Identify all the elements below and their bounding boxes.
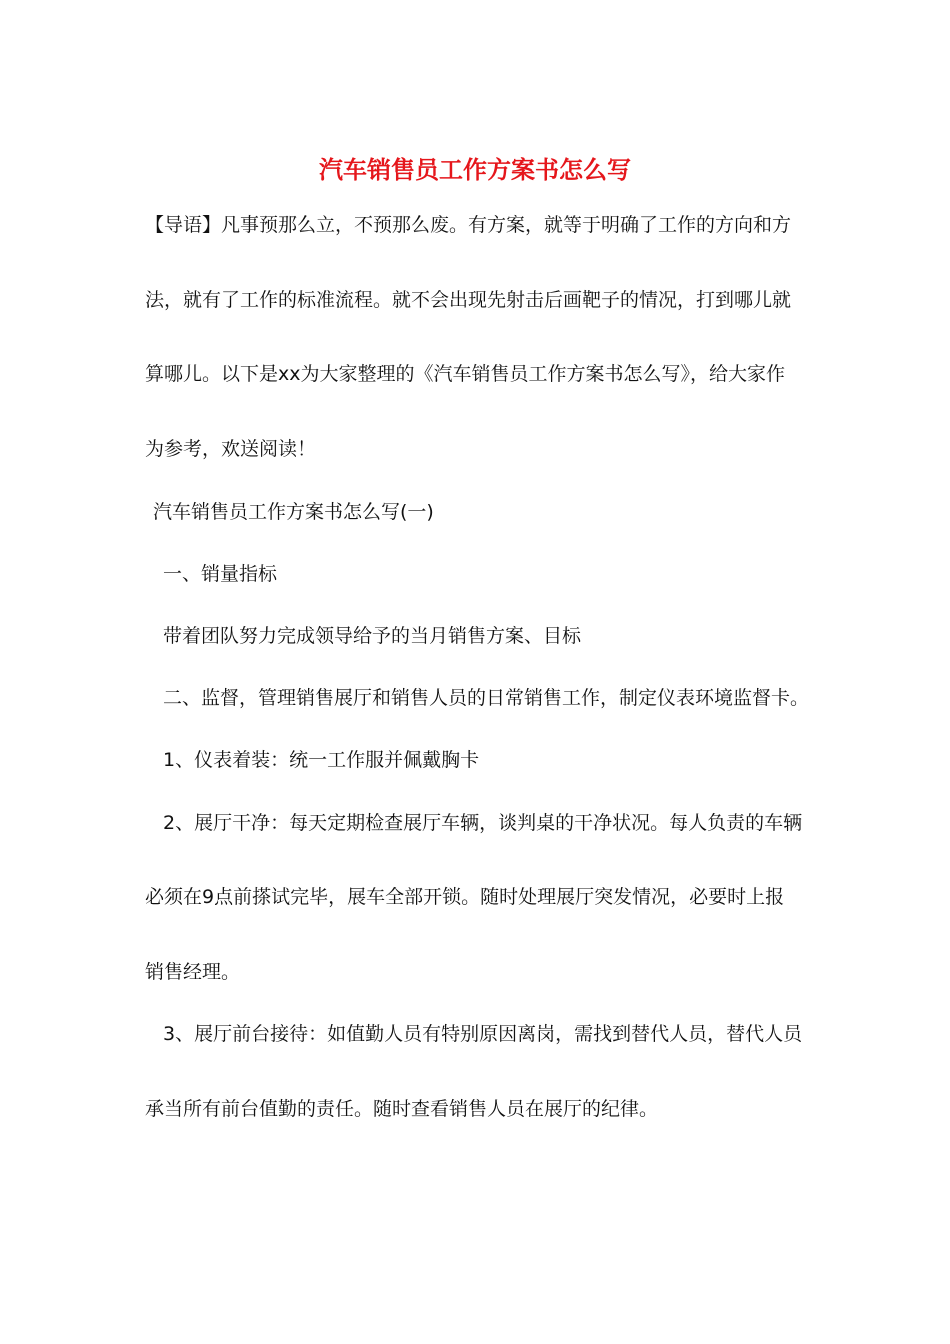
heading-sales-target: 一、销量指标: [163, 563, 278, 585]
intro-line-4: 为参考，欢送阅读！: [145, 438, 317, 460]
item-2-line-1: 2、展厅干净：每天定期检查展厅车辆，谈判桌的干净状况。每人负责的车辆: [163, 812, 803, 834]
item-2-line-2: 必须在9点前搽试完毕，展车全部开锁。随时处理展厅突发情况，必要时上报: [145, 886, 785, 908]
paragraph-sales-target: 带着团队努力完成领导给予的当月销售方案、目标: [163, 625, 582, 647]
item-2-line-3: 销售经理。: [145, 961, 241, 983]
intro-line-3: 算哪儿。以下是xx为大家整理的《汽车销售员工作方案书怎么写》，给大家作: [145, 363, 785, 385]
document-title: 汽车销售员工作方案书怎么写: [319, 155, 631, 184]
item-1-appearance: 1、仪表着装：统一工作服并佩戴胸卡: [163, 749, 480, 771]
item-3-line-1: 3、展厅前台接待：如值勤人员有特别原因离岗，需找到替代人员，替代人员: [163, 1023, 803, 1045]
intro-line-1: 【导语】凡事预那么立，不预那么废。有方案，就等于明确了工作的方向和方: [145, 214, 792, 236]
section-heading: 汽车销售员工作方案书怎么写(一): [153, 501, 434, 523]
intro-line-2: 法，就有了工作的标准流程。就不会出现先射击后画靶子的情况，打到哪儿就: [145, 289, 792, 311]
item-3-line-2: 承当所有前台值勤的责任。随时查看销售人员在展厅的纪律。: [145, 1098, 659, 1120]
heading-supervision: 二、监督，管理销售展厅和销售人员的日常销售工作，制定仪表环境监督卡。: [163, 687, 810, 709]
